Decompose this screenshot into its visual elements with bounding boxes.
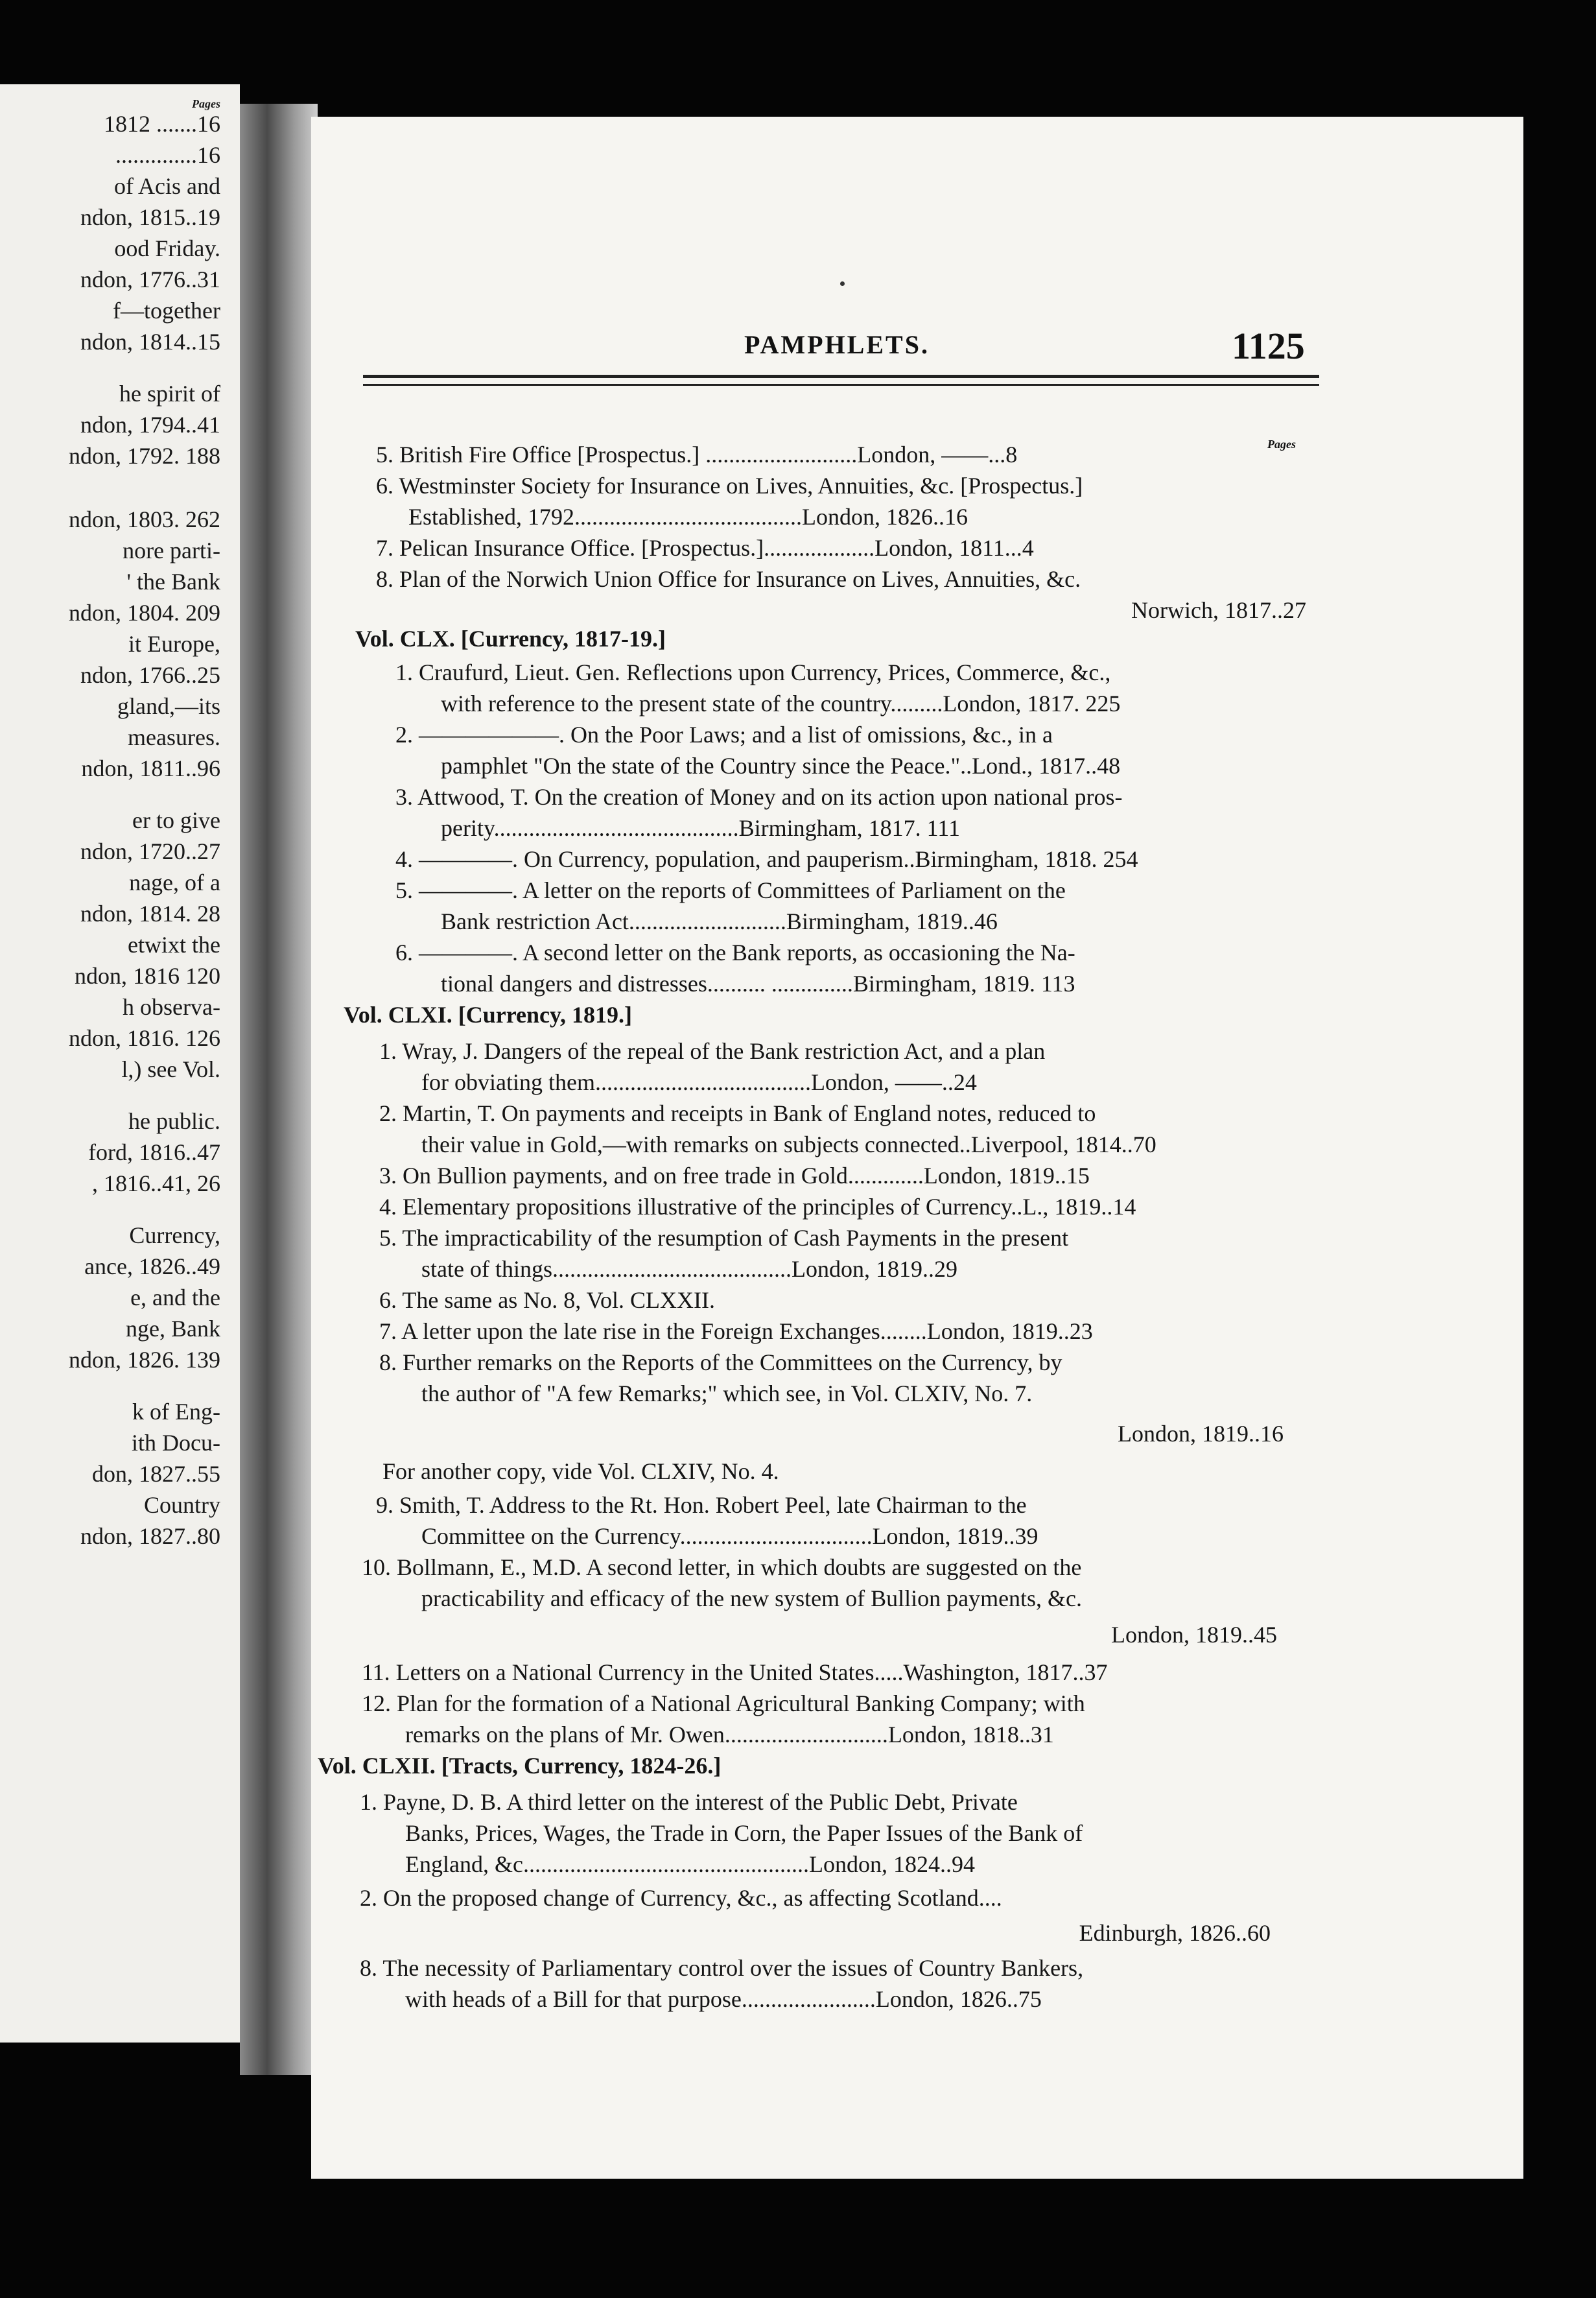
left-line: gland,—its [117, 693, 220, 719]
entry-line: Banks, Prices, Wages, the Trade in Corn, the Paper Issues of the Bank of [405, 1820, 1083, 1846]
entry-line: remarks on the plans of Mr. Owen............................London, 1818..31 [405, 1722, 1054, 1747]
left-line: ndon, 1827..80 [80, 1523, 220, 1549]
entry-line: For another copy, vide Vol. CLXIV, No. 4. [382, 1458, 779, 1484]
left-line: l,) see Vol. [121, 1056, 220, 1082]
entry-line: Established, 1792.......................................London, 1826..16 [408, 504, 968, 530]
left-line: ndon, 1816. 126 [69, 1025, 220, 1051]
header-rule [363, 375, 1319, 378]
left-line: ..............16 [115, 142, 220, 168]
left-line: ' the Bank [126, 569, 220, 595]
left-line: it Europe, [128, 631, 220, 657]
entry-line: 6. The same as No. 8, Vol. CLXXII. [379, 1287, 715, 1313]
entry-line: 4. ————. On Currency, population, and pauperism..Birmingham, 1818. 254 [395, 846, 1138, 872]
left-line: ood Friday. [114, 235, 220, 261]
left-line: ndon, 1815..19 [80, 204, 220, 230]
left-line: ndon, 1776..31 [80, 267, 220, 292]
left-line: don, 1827..55 [92, 1461, 220, 1487]
entry-line: pamphlet "On the state of the Country since the Peace."..Lond., 1817..48 [441, 753, 1121, 779]
entry-line: 2. ——————. On the Poor Laws; and a list of omissions, &c., in a [395, 722, 1053, 748]
entry-line: 3. Attwood, T. On the creation of Money and on its action upon national pros- [395, 784, 1123, 810]
left-line: k of Eng- [132, 1399, 220, 1425]
left-line: f—together [113, 298, 220, 324]
entry-line: 5. ————. A letter on the reports of Committees of Parliament on the [395, 877, 1066, 903]
left-line: er to give [132, 807, 220, 833]
left-line: ndon, 1826. 139 [69, 1347, 220, 1373]
entry-line: 2. On the proposed change of Currency, &c., as affecting Scotland.... [360, 1885, 1002, 1911]
volume-heading: Vol. CLXII. [Tracts, Currency, 1824-26.] [318, 1753, 722, 1779]
left-line: ndon, 1794..41 [80, 412, 220, 438]
left-line: ndon, 1766..25 [80, 662, 220, 688]
entry-line: 1. Wray, J. Dangers of the repeal of the Bank restriction Act, and a plan [379, 1038, 1046, 1064]
entry-line: Bank restriction Act...........................Birmingham, 1819..46 [441, 908, 998, 934]
left-line: nage, of a [129, 870, 220, 895]
left-line: ndon, 1814. 28 [80, 901, 220, 927]
left-line: Country [143, 1492, 220, 1518]
left-line: ance, 1826..49 [84, 1253, 220, 1279]
header-rule [363, 384, 1319, 386]
left-line: etwixt the [128, 932, 220, 958]
entry-line: 7. A letter upon the late rise in the Foreign Exchanges........London, 1819..23 [379, 1318, 1093, 1344]
entry-line: 6. Westminster Society for Insurance on Lives, Annuities, &c. [Prospectus.] [376, 473, 1083, 499]
left-line: measures. [128, 724, 220, 750]
volume-heading: Vol. CLX. [Currency, 1817-19.] [355, 626, 666, 652]
entry-line: 9. Smith, T. Address to the Rt. Hon. Robert Peel, late Chairman to the [376, 1492, 1027, 1518]
left-line: ndon, 1811..96 [81, 755, 220, 781]
entry-line: with reference to the present state of the country.........London, 1817. 225 [441, 691, 1121, 717]
entry-line: for obviating them.....................................London, ——..24 [421, 1069, 977, 1095]
left-line: , 1816..41, 26 [92, 1170, 220, 1196]
entry-line: 6. ————. A second letter on the Bank reports, as occasioning the Na- [395, 940, 1075, 965]
pages-column-label: Pages [1267, 438, 1296, 451]
entry-line: 3. On Bullion payments, and on free trade in Gold.............London, 1819..15 [379, 1163, 1090, 1189]
left-line: ndon, 1803. 262 [69, 506, 220, 532]
left-line: h observa- [123, 994, 220, 1020]
left-line: nore parti- [123, 538, 220, 563]
entry-line: practicability and efficacy of the new system of Bullion payments, &c. [421, 1585, 1083, 1611]
entry-line: their value in Gold,—with remarks on subjects connected..Liverpool, 1814..70 [421, 1131, 1156, 1157]
entry-line: tional dangers and distresses.......... ..............Birmingham, 1819. 113 [441, 971, 1075, 997]
left-line: ndon, 1814..15 [80, 329, 220, 355]
entry-line: with heads of a Bill for that purpose.......................London, 1826..75 [405, 1986, 1042, 2012]
entry-line: 1. Payne, D. B. A third letter on the interest of the Public Debt, Private [360, 1789, 1018, 1815]
entry-line: 7. Pelican Insurance Office. [Prospectus.]...................London, 1811...4 [376, 535, 1034, 561]
left-pages-label: Pages [192, 97, 220, 110]
entry-line: 8. The necessity of Parliamentary control over the issues of Country Bankers, [360, 1955, 1084, 1981]
left-line: e, and the [130, 1285, 220, 1310]
left-line: ndon, 1816 120 [75, 963, 220, 989]
entry-line: 2. Martin, T. On payments and receipts in Bank of England notes, reduced to [379, 1100, 1096, 1126]
entry-line: 8. Further remarks on the Reports of the Committees on the Currency, by [379, 1349, 1062, 1375]
entry-line: 5. British Fire Office [Prospectus.] ..........................London, ——...8 [376, 442, 1018, 468]
volume-heading: Vol. CLXI. [Currency, 1819.] [344, 1002, 633, 1028]
entry-line: state of things.........................................London, 1819..29 [421, 1256, 957, 1282]
entry-line: London, 1819..16 [1118, 1421, 1284, 1447]
entry-line: 12. Plan for the formation of a National Agricultural Banking Company; with [362, 1690, 1085, 1716]
left-line: 1812 .......16 [104, 111, 220, 137]
left-line: ndon, 1804. 209 [69, 600, 220, 626]
left-line: he public. [128, 1108, 220, 1134]
entry-line: 4. Elementary propositions illustrative of the principles of Currency..L., 1819..14 [379, 1194, 1136, 1220]
page-number: 1125 [1232, 325, 1305, 367]
left-line: ford, 1816..47 [88, 1139, 220, 1165]
entry-line: the author of "A few Remarks;" which see, in Vol. CLXIV, No. 7. [421, 1380, 1033, 1406]
entry-line: 5. The impracticability of the resumption of Cash Payments in the present [379, 1225, 1069, 1251]
page-title: PAMPHLETS. [744, 330, 930, 359]
entry-line: 1. Craufurd, Lieut. Gen. Reflections upon Currency, Prices, Commerce, &c., [395, 659, 1111, 685]
left-line: ndon, 1720..27 [80, 838, 220, 864]
left-page [0, 84, 240, 2043]
ink-speck [840, 281, 845, 286]
entry-line: Committee on the Currency.................................London, 1819..39 [421, 1523, 1039, 1549]
entry-line: perity..........................................Birmingham, 1817. 111 [441, 815, 960, 841]
entry-line: England, &c.................................................London, 1824..94 [405, 1851, 975, 1877]
entry-line: 10. Bollmann, E., M.D. A second letter, in which doubts are suggested on the [362, 1554, 1082, 1580]
entry-line: London, 1819..45 [1111, 1622, 1277, 1648]
entry-line: 11. Letters on a National Currency in the United States.....Washington, 1817..37 [362, 1659, 1108, 1685]
left-line: nge, Bank [126, 1316, 220, 1342]
left-line: ith Docu- [132, 1430, 220, 1456]
entry-line: Edinburgh, 1826..60 [1079, 1920, 1271, 1946]
left-line: of Acis and [114, 173, 220, 199]
entry-line: Norwich, 1817..27 [1131, 597, 1306, 623]
left-line: he spirit of [119, 381, 220, 407]
book-spine [240, 104, 318, 2075]
left-line: ndon, 1792. 188 [69, 443, 220, 469]
entry-line: 8. Plan of the Norwich Union Office for Insurance on Lives, Annuities, &c. [376, 566, 1081, 592]
left-line: Currency, [129, 1222, 220, 1248]
